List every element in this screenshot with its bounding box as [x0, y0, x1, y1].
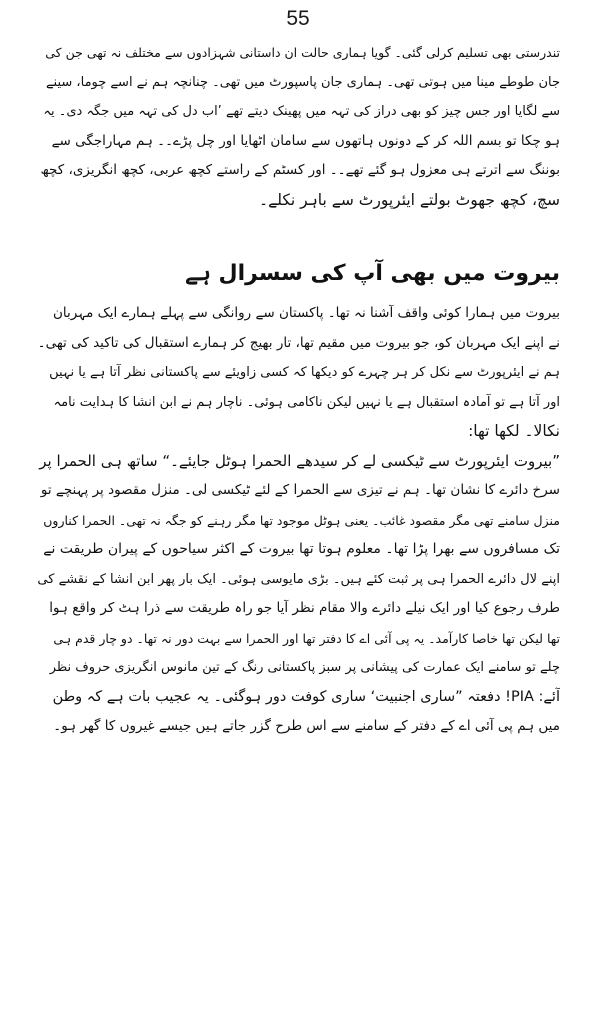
intro-paragraph — [36, 38, 560, 215]
text-line: بوننگ سے اترتے ہی معزول ہو گئے تھے۔۔ اور کسٹم کے راستے کچھ عربی، کچھ انگریزی، کچھ — [40, 162, 560, 178]
text-line: اپنے لال دائرے الحمرا ہی پر ثبت کئے ہیں۔ بڑی مایوسی ہوئی۔ ایک بار پھر ابن انشا کے نقشے کی — [37, 571, 560, 587]
text-line: نے اپنے ایک مہربان کو، جو بیروت میں مقیم تھا، تار بھیج کر ہمارے استقبال کی تاکید کی تھی۔ — [37, 334, 560, 351]
text-line: منزل سامنے تھی مگر مقصود غائب۔ یعنی ہوٹل موجود تھا مگر رہنے کو جگہ نہ تھی۔ الحمرا کناروں — [43, 512, 560, 528]
text-line: تک مسافروں سے بھرا پڑا تھا۔ معلوم ہوتا تھا بیروت کے اکثر سیاحوں کے پیران طریقت نے — [43, 541, 560, 557]
text-line: ”بیروت ایئرپورٹ سے ٹیکسی لے کر سیدھے الحمرا ہوٹل جایئے۔“ ساتھ ہی الحمرا پر — [39, 451, 560, 470]
text-line: تھا لیکن تھا خاصا کارآمد۔ یہ پی آئی اے کا دفتر تھا اور الحمرا سے بہت دور نہ تھا۔ دو چار قدم ہی — [53, 630, 560, 646]
text-line: میں ہم پی آئی اے کے دفتر کے سامنے سے اس طرح گزر جاتے ہیں جیسے غیروں کا گھر ہو۔ — [53, 718, 560, 734]
body-paragraph — [36, 299, 560, 742]
text-line: ہو چکا تو بسم اللہ کر کے دونوں ہاتھوں سے سامان اٹھایا اور چل پڑے۔۔ ہم مہاراجگی سے — [51, 132, 560, 149]
text-line: آئے: PIA! دفعتہ ”ساری اجنبیت‘ ساری کوفت دور ہوگئی۔ یہ عجیب بات ہے کہ وطن — [52, 688, 560, 705]
text-line: سرخ دائرے کا نشان تھا۔ ہم نے تیزی سے الحمرا کے لئے ٹیکسی لی۔ منزل مقصود پر پہنچے تو — [40, 482, 560, 498]
text-line: سچ، کچھ جھوٹ بولتے ایئرپورٹ سے باہر نکلے۔ — [259, 190, 560, 209]
section-heading: بیروت میں بھی آپ کی سسرال ہے — [185, 261, 560, 286]
text-line: جان طوطے مینا میں ہوتی تھی۔ ہماری جان پاسپورٹ میں تھی۔ چنانچہ ہم نے اسے چوما، سینے — [45, 74, 560, 90]
text-line: سے لگایا اور جس چیز کو بھی دراز کی تہہ میں پھینک دیتے تھے ’اب دل کی تہہ میں جگہ دی۔ یہ — [43, 104, 560, 119]
text-line: طرف رجوع کیا اور ایک نیلے دائرے والا مقام نظر آیا جو راہ طریقت سے ذرا ہٹ کر واقع ہوا — [49, 600, 560, 616]
text-line: ہم نے ایئرپورٹ سے نکل کر ہر چہرے کو دیکھا کہ کسی زاویئے سے پاکستانی نظر آتا ہے یا نہیں — [49, 365, 560, 380]
text-line: چلے تو سامنے ایک عمارت کی پیشانی پر سبز پاکستانی رنگ کے تین مانوس انگریزی حروف نظر — [49, 660, 560, 675]
text-line: نکالا۔ لکھا تھا: — [468, 422, 560, 440]
page-content — [36, 38, 560, 742]
text-line: بیروت میں ہمارا کوئی واقف آشنا نہ تھا۔ پاکستان سے روانگی سے پہلے ہمارے ایک مہربان — [53, 305, 560, 321]
text-line: تندرستی بھی تسلیم کرلی گئی۔ گویا ہماری حالت ان داستانی شہزادوں سے مختلف نہ تھی جن کی — [45, 45, 560, 60]
page-number: 55 — [286, 7, 310, 30]
text-line: اور آتا ہے تو آمادہ استقبال ہے یا نہیں لیکن ناکامی ہوئی۔ ناچار ہم نے ابن انشا کا ہدایت نامہ — [53, 394, 560, 410]
